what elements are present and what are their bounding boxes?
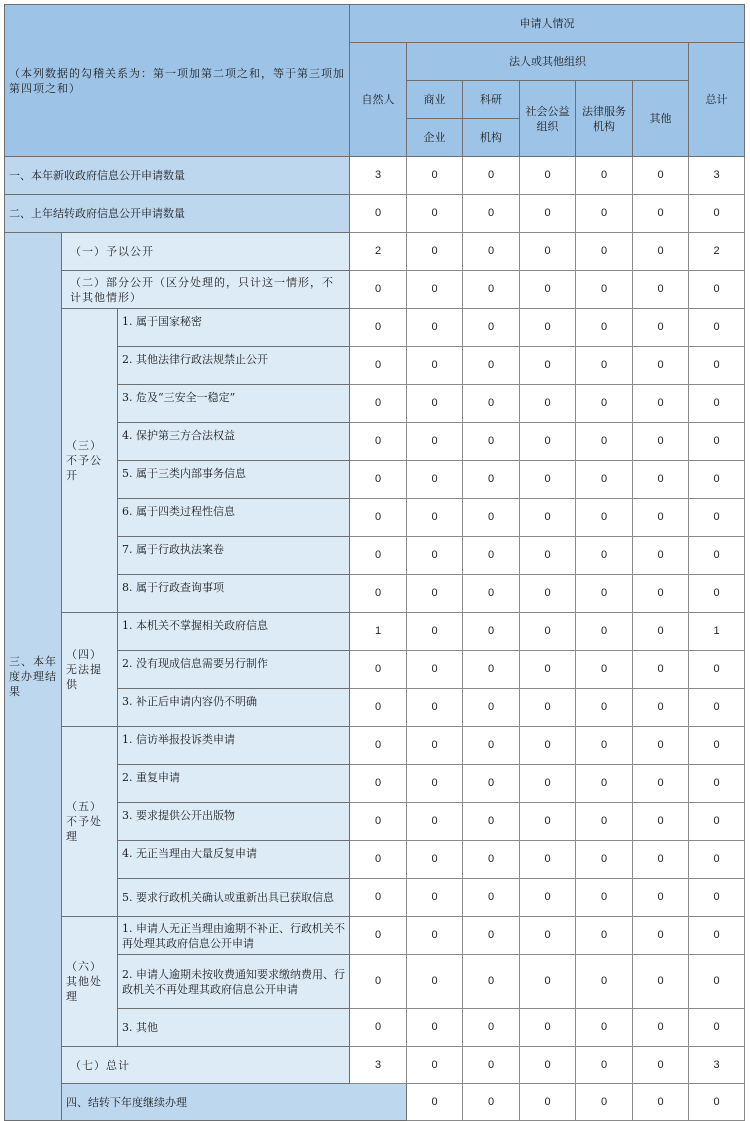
cell-value: 0 [633, 689, 689, 727]
row-label: 3. 要求提供公开出版物 [118, 803, 350, 841]
cell-value: 0 [576, 803, 633, 841]
cell-value: 0 [463, 879, 520, 917]
cell-value: 0 [633, 613, 689, 651]
cell-value: 0 [407, 955, 463, 1009]
cell-value: 0 [520, 309, 576, 347]
row-label: 2. 重复申请 [118, 765, 350, 803]
cell-value: 0 [520, 651, 576, 689]
cell-value: 0 [520, 917, 576, 955]
cell-value: 0 [576, 347, 633, 385]
cell-value: 0 [520, 347, 576, 385]
cell-value: 0 [463, 689, 520, 727]
cell-value: 0 [689, 195, 745, 233]
cell-value: 0 [633, 1084, 689, 1121]
cell-value: 0 [633, 1009, 689, 1047]
cell-value: 0 [633, 461, 689, 499]
cell-value: 0 [407, 765, 463, 803]
cell-value: 0 [689, 499, 745, 537]
cell-value: 0 [463, 727, 520, 765]
cell-value: 0 [407, 461, 463, 499]
cell-value: 0 [576, 879, 633, 917]
cell-value: 0 [350, 841, 407, 879]
cell-value: 0 [633, 727, 689, 765]
cell-value: 0 [633, 423, 689, 461]
cell-value: 0 [689, 955, 745, 1009]
cell-value: 0 [689, 309, 745, 347]
cell-value: 0 [407, 157, 463, 195]
cell-value: 0 [576, 765, 633, 803]
cell-value: 0 [350, 879, 407, 917]
cell-value: 0 [520, 1009, 576, 1047]
cell-value: 0 [407, 727, 463, 765]
cell-value: 0 [463, 651, 520, 689]
cell-value: 0 [520, 613, 576, 651]
row-label: 3. 危及“三安全一稳定” [118, 385, 350, 423]
cell-value: 0 [633, 803, 689, 841]
row-label-disclosed: （一）予以公开 [62, 233, 350, 271]
cell-value: 0 [576, 727, 633, 765]
cell-value: 0 [407, 803, 463, 841]
cell-value: 0 [576, 423, 633, 461]
cell-value: 0 [633, 195, 689, 233]
cell-value: 0 [520, 689, 576, 727]
cell-value: 0 [463, 803, 520, 841]
cell-value: 0 [520, 575, 576, 613]
cell-value: 1 [350, 613, 407, 651]
cell-value: 0 [463, 841, 520, 879]
table-row [5, 309, 745, 347]
cell-value: 0 [407, 233, 463, 271]
cell-value: 0 [407, 575, 463, 613]
cell-value: 0 [689, 347, 745, 385]
cell-value: 0 [576, 461, 633, 499]
table-row [5, 613, 745, 651]
row-label: 1. 申请人无正当理由逾期不补正、行政机关不再处理其政府信息公开申请 [118, 917, 350, 955]
cell-value: 0 [407, 879, 463, 917]
cell-value: 0 [350, 1009, 407, 1047]
cell-value: 0 [520, 727, 576, 765]
cell-value: 0 [520, 233, 576, 271]
cell-value: 0 [350, 955, 407, 1009]
cell-value: 0 [407, 841, 463, 879]
cell-value: 0 [463, 1084, 520, 1121]
cell-value: 0 [407, 499, 463, 537]
cell-value: 0 [520, 385, 576, 423]
cell-value: 0 [463, 765, 520, 803]
cell-value: 0 [633, 309, 689, 347]
row-label-partially-disclosed: （二）部分公开（区分处理的，只计这一情形，不计其他情形） [62, 271, 350, 309]
cell-value: 0 [633, 347, 689, 385]
cell-value: 0 [576, 651, 633, 689]
cell-value: 0 [689, 461, 745, 499]
cell-value: 0 [633, 385, 689, 423]
cell-value: 0 [407, 271, 463, 309]
row-label: 2. 其他法律行政法规禁止公开 [118, 347, 350, 385]
cell-value: 0 [463, 157, 520, 195]
cell-value: 0 [520, 765, 576, 803]
cell-value: 0 [520, 461, 576, 499]
cell-value: 0 [689, 803, 745, 841]
table-row [5, 1084, 745, 1121]
cell-value: 0 [407, 347, 463, 385]
table-row [5, 195, 745, 233]
row-label: 4. 保护第三方合法权益 [118, 423, 350, 461]
cell-value: 0 [407, 385, 463, 423]
cell-value: 0 [350, 423, 407, 461]
cell-value: 0 [633, 157, 689, 195]
cell-value: 0 [633, 1047, 689, 1084]
cell-value: 3 [350, 157, 407, 195]
cell-value: 0 [407, 537, 463, 575]
group-label-unable-to-provide: （四）无法提供 [62, 613, 118, 727]
cell-value: 0 [350, 803, 407, 841]
cell-value: 0 [576, 689, 633, 727]
header-research-line2: 机构 [463, 119, 520, 157]
cell-value: 0 [407, 195, 463, 233]
cell-value: 0 [576, 271, 633, 309]
row-label: 1. 属于国家秘密 [118, 309, 350, 347]
row-label: 5. 要求行政机关确认或重新出具已获取信息 [118, 879, 350, 917]
cell-value: 0 [463, 461, 520, 499]
header-commercial-line2: 企业 [407, 119, 463, 157]
cell-value: 0 [463, 955, 520, 1009]
cell-value: 0 [576, 537, 633, 575]
cell-value: 0 [689, 385, 745, 423]
cell-value: 0 [407, 1047, 463, 1084]
cell-value: 0 [576, 385, 633, 423]
header-note: （本列数据的勾稽关系为：第一项加第二项之和，等于第三项加第四项之和） [5, 5, 350, 157]
table-row [5, 727, 745, 765]
row-label: 5. 属于三类内部事务信息 [118, 461, 350, 499]
cell-value: 0 [576, 841, 633, 879]
cell-value: 0 [576, 195, 633, 233]
cell-value: 0 [633, 271, 689, 309]
group-label-other-handling: （六）其他处理 [62, 917, 118, 1047]
cell-value: 0 [689, 689, 745, 727]
group-label-not-disclosed: （三）不予公开 [62, 309, 118, 613]
table-row [5, 917, 745, 955]
header-natural-person: 自然人 [350, 43, 407, 157]
cell-value: 0 [576, 499, 633, 537]
cell-value: 0 [463, 537, 520, 575]
cell-value: 0 [689, 727, 745, 765]
cell-value: 2 [350, 233, 407, 271]
row-label: 3. 补正后申请内容仍不明确 [118, 689, 350, 727]
cell-value: 0 [576, 1084, 633, 1121]
cell-value: 0 [633, 233, 689, 271]
cell-value: 0 [350, 309, 407, 347]
cell-value: 0 [576, 575, 633, 613]
cell-value: 0 [576, 233, 633, 271]
cell-value: 0 [689, 651, 745, 689]
row-label: 6. 属于四类过程性信息 [118, 499, 350, 537]
gov-info-disclosure-table [4, 4, 745, 1121]
row-label: 7. 属于行政执法案卷 [118, 537, 350, 575]
cell-value: 0 [633, 841, 689, 879]
cell-value: 0 [633, 575, 689, 613]
cell-value: 0 [463, 195, 520, 233]
cell-value: 3 [689, 1047, 745, 1084]
cell-value: 0 [463, 1009, 520, 1047]
cell-value: 0 [520, 499, 576, 537]
cell-value: 0 [689, 271, 745, 309]
cell-value: 0 [407, 651, 463, 689]
cell-value: 2 [689, 233, 745, 271]
header-applicant-situation: 申请人情况 [350, 5, 745, 43]
cell-value: 0 [350, 575, 407, 613]
cell-value: 0 [350, 917, 407, 955]
cell-value: 0 [689, 1084, 745, 1121]
table-row [5, 157, 745, 195]
cell-value: 0 [463, 917, 520, 955]
section-3-label: 三、本年度办理结果 [5, 233, 62, 1121]
cell-value: 0 [520, 879, 576, 917]
cell-value: 0 [576, 157, 633, 195]
cell-value: 0 [633, 537, 689, 575]
row-label-new-requests: 一、本年新收政府信息公开申请数量 [5, 157, 350, 195]
cell-value: 0 [407, 309, 463, 347]
cell-value: 0 [350, 765, 407, 803]
cell-value: 0 [520, 157, 576, 195]
cell-value: 0 [689, 1009, 745, 1047]
cell-value: 1 [689, 613, 745, 651]
cell-value: 0 [407, 613, 463, 651]
cell-value: 0 [520, 803, 576, 841]
cell-value: 0 [463, 271, 520, 309]
cell-value: 0 [350, 195, 407, 233]
header-other: 其他 [633, 81, 689, 157]
cell-value: 0 [463, 309, 520, 347]
row-label: 2. 没有现成信息需要另行制作 [118, 651, 350, 689]
cell-value: 0 [633, 955, 689, 1009]
cell-value: 0 [407, 423, 463, 461]
cell-value: 0 [689, 917, 745, 955]
cell-value: 0 [350, 727, 407, 765]
cell-value: 0 [576, 917, 633, 955]
cell-value: 0 [633, 917, 689, 955]
cell-value: 0 [633, 651, 689, 689]
cell-value: 3 [350, 1047, 407, 1084]
row-label-carry-to-next-year: 四、结转下年度继续办理 [62, 1084, 407, 1121]
cell-value: 0 [350, 499, 407, 537]
cell-value: 0 [520, 423, 576, 461]
cell-value: 0 [576, 613, 633, 651]
table-row [5, 271, 745, 309]
cell-value: 0 [350, 461, 407, 499]
cell-value: 0 [350, 347, 407, 385]
row-label: 3. 其他 [118, 1009, 350, 1047]
cell-value: 0 [350, 537, 407, 575]
header-legal-service: 法律服务机构 [576, 81, 633, 157]
header-total: 总计 [689, 43, 745, 157]
cell-value: 0 [520, 841, 576, 879]
cell-value: 0 [463, 347, 520, 385]
cell-value: 0 [463, 385, 520, 423]
cell-value: 0 [689, 423, 745, 461]
cell-value: 3 [689, 157, 745, 195]
cell-value: 0 [463, 1047, 520, 1084]
header-social-welfare: 社会公益组织 [520, 81, 576, 157]
table-row [5, 233, 745, 271]
header-legal-or-other-orgs: 法人或其他组织 [407, 43, 689, 81]
cell-value: 0 [576, 1009, 633, 1047]
cell-value: 0 [689, 575, 745, 613]
row-label: 1. 信访举报投诉类申请 [118, 727, 350, 765]
row-label: 1. 本机关不掌握相关政府信息 [118, 613, 350, 651]
cell-value: 0 [463, 233, 520, 271]
cell-value: 0 [407, 917, 463, 955]
cell-value: 0 [633, 765, 689, 803]
table-row [5, 1047, 745, 1084]
row-label: 8. 属于行政查询事项 [118, 575, 350, 613]
row-label: 2. 申请人逾期未按收费通知要求缴纳费用、行政机关不再处理其政府信息公开申请 [118, 955, 350, 1009]
cell-value: 0 [350, 651, 407, 689]
cell-value: 0 [633, 499, 689, 537]
cell-value: 0 [689, 765, 745, 803]
cell-value: 0 [689, 879, 745, 917]
cell-value: 0 [520, 271, 576, 309]
cell-value: 0 [633, 879, 689, 917]
cell-value: 0 [689, 537, 745, 575]
cell-value: 0 [350, 689, 407, 727]
cell-value: 0 [576, 1047, 633, 1084]
cell-value: 0 [407, 1009, 463, 1047]
row-label: 4. 无正当理由大量反复申请 [118, 841, 350, 879]
row-label-subtotal: （七）总计 [62, 1047, 350, 1084]
cell-value: 0 [463, 613, 520, 651]
cell-value: 0 [350, 271, 407, 309]
row-label-carried-over: 二、上年结转政府信息公开申请数量 [5, 195, 350, 233]
group-label-not-processed: （五）不予处理 [62, 727, 118, 917]
cell-value: 0 [350, 385, 407, 423]
cell-value: 0 [407, 689, 463, 727]
cell-value: 0 [463, 575, 520, 613]
cell-value: 0 [520, 955, 576, 1009]
header-commercial-line1: 商业 [407, 81, 463, 119]
cell-value: 0 [520, 195, 576, 233]
cell-value: 0 [689, 841, 745, 879]
cell-value: 0 [520, 537, 576, 575]
cell-value: 0 [463, 423, 520, 461]
cell-value: 0 [576, 309, 633, 347]
cell-value: 0 [520, 1084, 576, 1121]
header-research-line1: 科研 [463, 81, 520, 119]
cell-value: 0 [407, 1084, 463, 1121]
cell-value: 0 [576, 955, 633, 1009]
cell-value: 0 [520, 1047, 576, 1084]
cell-value: 0 [463, 499, 520, 537]
